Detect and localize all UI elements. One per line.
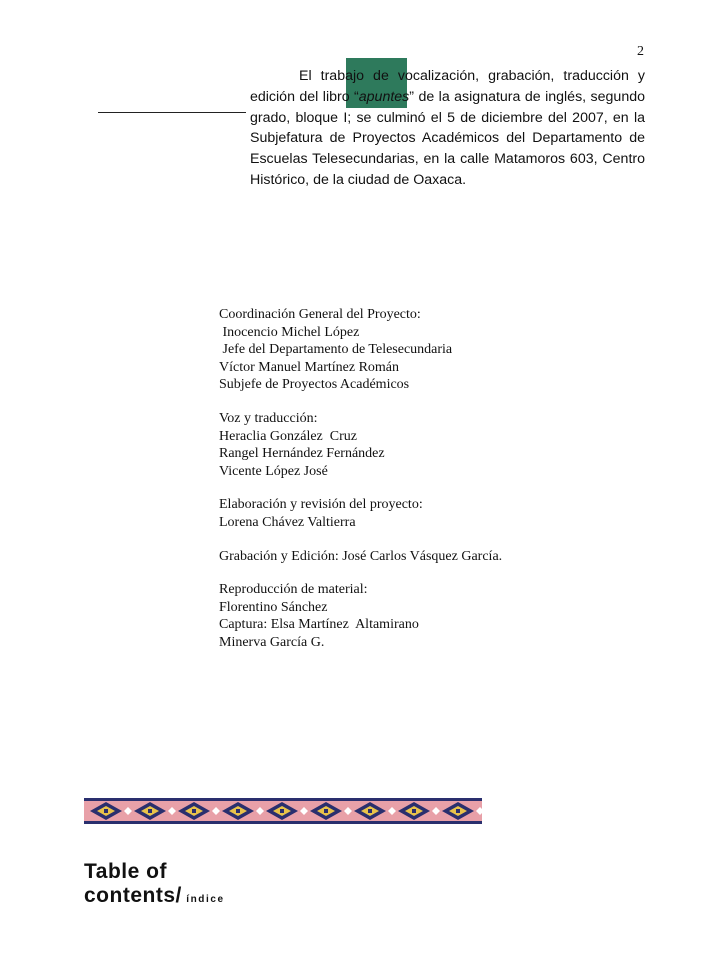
- credits-line: Captura: Elsa Martínez Altamirano: [219, 617, 419, 633]
- toc-line-2-text: contents/: [84, 884, 182, 907]
- band-diamond-center: [280, 809, 284, 813]
- page-number: 2: [637, 44, 644, 59]
- band-top-edge: [84, 798, 482, 801]
- band-bottom-edge: [84, 821, 482, 824]
- horizontal-rule: [98, 112, 246, 113]
- credits-line: Grabación y Edición: José Carlos Vásquez García.: [219, 548, 503, 564]
- band-diamond-center: [236, 809, 240, 813]
- credits-line: Rangel Hernández Fernández: [219, 446, 385, 462]
- credits-line: Inocencio Michel López: [219, 324, 360, 340]
- credits-line: Florentino Sánchez: [219, 599, 328, 615]
- credits-block: [219, 306, 502, 652]
- band-diamond-center: [104, 809, 108, 813]
- intro-text-part2: ” de la asignatura de inglés, segundo grado, bloque I; se culminó el 5 de diciembre del 2007, en la Subjefatura de Proyectos Académicos del Departamento de Escuelas Telesecundarias, en la calle Matamoros 603, Centro Histórico, de la ciudad de Oaxaca.: [250, 88, 645, 188]
- band-diamond-center: [324, 809, 328, 813]
- toc-line-2: [84, 884, 225, 912]
- band-diamond-center: [148, 809, 152, 813]
- credits-line: Coordinación General del Proyecto:: [219, 307, 421, 322]
- credits-line: Elaboración y revisión del proyecto:: [219, 497, 423, 513]
- band-diamond-center: [412, 809, 416, 813]
- band-diamond-center: [192, 809, 196, 813]
- toc-subtitle: índice: [181, 894, 225, 905]
- credits-line: Reproducción de material:: [219, 582, 368, 598]
- credits-line: Minerva García G.: [219, 634, 325, 650]
- intro-italic-title: apuntes: [358, 88, 410, 105]
- band-diamond-center: [456, 809, 460, 813]
- credits-line: Vicente López José: [219, 463, 328, 479]
- credits-line: Jefe del Departamento de Telesecundaria: [219, 342, 453, 358]
- intro-text-part1: El trabajo de vocalización, grabación, traducción y edición del libro “: [250, 68, 645, 105]
- credits-line: Voz y traducción:: [219, 410, 318, 426]
- intro-paragraph: [250, 66, 645, 191]
- toc-line-1: Table of: [84, 860, 167, 883]
- credits-line: Lorena Chávez Valtierra: [219, 514, 356, 530]
- credits-line: Víctor Manuel Martínez Román: [219, 359, 400, 375]
- textile-pattern: [84, 798, 482, 824]
- table-of-contents-heading: [84, 860, 225, 912]
- credits-line: Subjefe de Proyectos Académicos: [219, 377, 410, 393]
- credits-line: Heraclia González Cruz: [219, 428, 357, 444]
- band-diamond-center: [368, 809, 372, 813]
- decorative-textile-band: [84, 798, 482, 824]
